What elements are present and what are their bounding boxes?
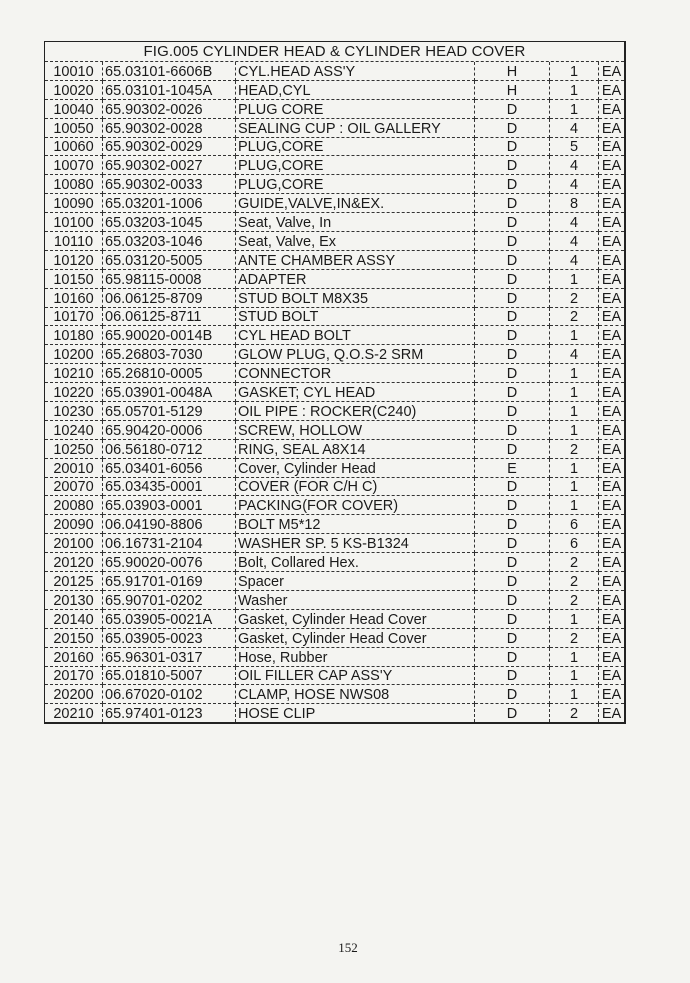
item-number-cell: 10120 [45,250,103,269]
part-number-cell: 65.03101-6606B [103,62,236,80]
part-number-cell: 65.03401-6056 [103,458,236,477]
table-row [45,345,624,364]
unit-of-measure-cell: EA [599,609,625,628]
part-number-cell: 65.03435-0001 [103,477,236,496]
unit-of-measure-cell: EA [599,572,625,591]
item-number-cell: 10060 [45,137,103,156]
item-number-cell: 20150 [45,628,103,647]
part-number-cell: 65.90020-0014B [103,326,236,345]
part-code-cell: D [475,439,550,458]
unit-of-measure-cell: EA [599,213,625,232]
quantity-cell: 2 [550,553,599,572]
part-description-cell: PLUG,CORE [236,175,475,194]
part-number-cell: 65.26803-7030 [103,345,236,364]
quantity-cell: 2 [550,628,599,647]
item-number-cell: 10050 [45,118,103,137]
part-number-cell: 65.90302-0027 [103,156,236,175]
part-description-cell: COVER (FOR C/H C) [236,477,475,496]
part-code-cell: D [475,269,550,288]
parts-list-table-frame [44,41,626,724]
part-code-cell: D [475,99,550,118]
part-description-cell: Seat, Valve, In [236,213,475,232]
part-number-cell: 65.90302-0033 [103,175,236,194]
unit-of-measure-cell: EA [599,326,625,345]
unit-of-measure-cell: EA [599,383,625,402]
unit-of-measure-cell: EA [599,232,625,251]
part-description-cell: OIL PIPE : ROCKER(C240) [236,402,475,421]
part-description-cell: HOSE CLIP [236,704,475,722]
table-row [45,628,624,647]
part-description-cell: Gasket, Cylinder Head Cover [236,628,475,647]
part-code-cell: D [475,402,550,421]
unit-of-measure-cell: EA [599,534,625,553]
unit-of-measure-cell: EA [599,99,625,118]
item-number-cell: 10100 [45,213,103,232]
quantity-cell: 1 [550,99,599,118]
quantity-cell: 2 [550,590,599,609]
part-description-cell: CLAMP, HOSE NWS08 [236,685,475,704]
unit-of-measure-cell: EA [599,364,625,383]
unit-of-measure-cell: EA [599,250,625,269]
table-row [45,496,624,515]
unit-of-measure-cell: EA [599,439,625,458]
part-code-cell: D [475,666,550,685]
table-row [45,99,624,118]
item-number-cell: 20100 [45,534,103,553]
part-description-cell: CONNECTOR [236,364,475,383]
unit-of-measure-cell: EA [599,118,625,137]
unit-of-measure-cell: EA [599,628,625,647]
quantity-cell: 1 [550,477,599,496]
part-code-cell: D [475,383,550,402]
unit-of-measure-cell: EA [599,477,625,496]
unit-of-measure-cell: EA [599,194,625,213]
part-description-cell: PLUG,CORE [236,137,475,156]
item-number-cell: 10220 [45,383,103,402]
part-code-cell: D [475,628,550,647]
quantity-cell: 1 [550,458,599,477]
unit-of-measure-cell: EA [599,62,625,80]
part-description-cell: GASKET; CYL HEAD [236,383,475,402]
table-row [45,137,624,156]
item-number-cell: 10250 [45,439,103,458]
quantity-cell: 1 [550,269,599,288]
part-code-cell: D [475,477,550,496]
part-description-cell: CYL HEAD BOLT [236,326,475,345]
part-description-cell: Bolt, Collared Hex. [236,553,475,572]
table-row [45,232,624,251]
part-number-cell: 65.90302-0029 [103,137,236,156]
quantity-cell: 1 [550,420,599,439]
item-number-cell: 10150 [45,269,103,288]
part-number-cell: 65.03203-1045 [103,213,236,232]
part-number-cell: 65.91701-0169 [103,572,236,591]
part-code-cell: D [475,609,550,628]
unit-of-measure-cell: EA [599,666,625,685]
quantity-cell: 2 [550,439,599,458]
table-row [45,250,624,269]
quantity-cell: 1 [550,80,599,99]
part-code-cell: D [475,685,550,704]
part-description-cell: RING, SEAL A8X14 [236,439,475,458]
part-code-cell: D [475,118,550,137]
part-number-cell: 65.90420-0006 [103,420,236,439]
item-number-cell: 10180 [45,326,103,345]
part-number-cell: 06.04190-8806 [103,515,236,534]
item-number-cell: 20080 [45,496,103,515]
item-number-cell: 20010 [45,458,103,477]
quantity-cell: 5 [550,137,599,156]
unit-of-measure-cell: EA [599,345,625,364]
unit-of-measure-cell: EA [599,156,625,175]
quantity-cell: 1 [550,666,599,685]
part-code-cell: D [475,590,550,609]
part-description-cell: PACKING(FOR COVER) [236,496,475,515]
quantity-cell: 8 [550,194,599,213]
part-code-cell: E [475,458,550,477]
unit-of-measure-cell: EA [599,515,625,534]
table-row [45,156,624,175]
part-description-cell: BOLT M5*12 [236,515,475,534]
part-code-cell: D [475,137,550,156]
part-description-cell: Cover, Cylinder Head [236,458,475,477]
part-code-cell: D [475,704,550,722]
figure-title: FIG.005 CYLINDER HEAD & CYLINDER HEAD COVER [45,42,624,62]
quantity-cell: 4 [550,175,599,194]
part-code-cell: D [475,326,550,345]
item-number-cell: 20125 [45,572,103,591]
part-code-cell: D [475,194,550,213]
table-row [45,515,624,534]
part-description-cell: SCREW, HOLLOW [236,420,475,439]
table-row [45,590,624,609]
item-number-cell: 20130 [45,590,103,609]
part-number-cell: 65.26810-0005 [103,364,236,383]
part-description-cell: STUD BOLT M8X35 [236,288,475,307]
table-row [45,383,624,402]
quantity-cell: 6 [550,534,599,553]
item-number-cell: 20200 [45,685,103,704]
part-number-cell: 65.03203-1046 [103,232,236,251]
part-code-cell: D [475,534,550,553]
part-description-cell: GUIDE,VALVE,IN&EX. [236,194,475,213]
part-description-cell: ANTE CHAMBER ASSY [236,250,475,269]
item-number-cell: 20090 [45,515,103,534]
item-number-cell: 20210 [45,704,103,722]
item-number-cell: 10090 [45,194,103,213]
part-number-cell: 65.05701-5129 [103,402,236,421]
part-code-cell: H [475,62,550,80]
parts-table [45,62,624,722]
quantity-cell: 1 [550,609,599,628]
part-number-cell: 06.67020-0102 [103,685,236,704]
unit-of-measure-cell: EA [599,307,625,326]
item-number-cell: 10080 [45,175,103,194]
quantity-cell: 1 [550,496,599,515]
item-number-cell: 10010 [45,62,103,80]
unit-of-measure-cell: EA [599,420,625,439]
item-number-cell: 10200 [45,345,103,364]
table-row [45,62,624,80]
table-row [45,685,624,704]
part-number-cell: 65.90701-0202 [103,590,236,609]
part-description-cell: OIL FILLER CAP ASS'Y [236,666,475,685]
part-description-cell: ADAPTER [236,269,475,288]
item-number-cell: 10070 [45,156,103,175]
part-number-cell: 06.06125-8711 [103,307,236,326]
part-description-cell: SEALING CUP : OIL GALLERY [236,118,475,137]
part-code-cell: D [475,213,550,232]
page-number: 152 [338,940,358,955]
part-number-cell: 65.98115-0008 [103,269,236,288]
part-code-cell: D [475,250,550,269]
table-row [45,402,624,421]
item-number-cell: 20170 [45,666,103,685]
parts-table-body [45,62,624,722]
part-number-cell: 65.03101-1045A [103,80,236,99]
item-number-cell: 20160 [45,647,103,666]
unit-of-measure-cell: EA [599,402,625,421]
unit-of-measure-cell: EA [601,706,622,723]
quantity-cell: 1 [550,402,599,421]
part-number-cell: 65.03901-0048A [103,383,236,402]
quantity-cell: 6 [550,515,599,534]
part-code-cell: D [475,647,550,666]
part-description-cell: GLOW PLUG, Q.O.S-2 SRM [236,345,475,364]
part-number-cell: 65.90302-0028 [103,118,236,137]
part-number-cell: 65.90302-0026 [103,99,236,118]
table-row [45,420,624,439]
part-number-cell: 65.03201-1006 [103,194,236,213]
table-row [45,647,624,666]
item-number-cell: 10160 [45,288,103,307]
part-number-cell: 06.06125-8709 [103,288,236,307]
table-row [45,666,624,685]
part-code-cell: D [475,515,550,534]
unit-of-measure-cell: EA [599,590,625,609]
part-number-cell: 06.56180-0712 [103,439,236,458]
part-description-cell: Seat, Valve, Ex [236,232,475,251]
part-code-cell: H [475,80,550,99]
part-code-cell: D [475,175,550,194]
part-code-cell: D [475,345,550,364]
part-code-cell: D [475,307,550,326]
quantity-cell: 4 [550,345,599,364]
table-row [45,194,624,213]
table-row [45,477,624,496]
unit-of-measure-cell: EA [599,647,625,666]
part-number-cell: 65.96301-0317 [103,647,236,666]
item-number-cell: 10040 [45,99,103,118]
quantity-cell: 4 [550,232,599,251]
quantity-cell: 4 [550,250,599,269]
table-row [45,534,624,553]
part-description-cell: CYL.HEAD ASS'Y [236,62,475,80]
part-code-cell: D [475,553,550,572]
part-code-cell: D [475,288,550,307]
quantity-cell: 2 [550,288,599,307]
part-number-cell: 65.03905-0023 [103,628,236,647]
quantity-cell: 1 [550,383,599,402]
part-description-cell: Hose, Rubber [236,647,475,666]
part-description-cell: PLUG,CORE [236,156,475,175]
unit-of-measure-cell: EA [599,458,625,477]
quantity-cell: 2 [550,572,599,591]
item-number-cell: 10110 [45,232,103,251]
part-number-cell: 65.03903-0001 [103,496,236,515]
table-row [45,80,624,99]
unit-of-measure-cell: EA [599,80,625,99]
part-description-cell: PLUG CORE [236,99,475,118]
part-code-cell: D [475,420,550,439]
unit-of-measure-cell: EA [599,496,625,515]
part-description-cell: HEAD,CYL [236,80,475,99]
quantity-cell: 4 [550,213,599,232]
item-number-cell: 20120 [45,553,103,572]
part-number-cell: 65.03120-5005 [103,250,236,269]
table-row [45,175,624,194]
unit-of-measure-cell: EA [599,175,625,194]
item-number-cell: 10020 [45,80,103,99]
table-row [45,118,624,137]
part-description-cell: STUD BOLT [236,307,475,326]
table-row [45,704,624,722]
item-number-cell: 20070 [45,477,103,496]
table-row [45,439,624,458]
part-number-cell: 06.16731-2104 [103,534,236,553]
quantity-cell: 4 [550,118,599,137]
quantity-cell: 1 [550,326,599,345]
part-code-cell: D [475,572,550,591]
part-code-cell: D [475,364,550,383]
quantity-cell: 2 [550,704,599,722]
item-number-cell: 20140 [45,609,103,628]
table-row [45,288,624,307]
part-code-cell: D [475,156,550,175]
part-description-cell: Gasket, Cylinder Head Cover [236,609,475,628]
table-row [45,307,624,326]
unit-of-measure-cell: EA [599,137,625,156]
part-description-cell: WASHER SP. 5 KS-B1324 [236,534,475,553]
quantity-cell: 1 [550,647,599,666]
item-number-cell: 10240 [45,420,103,439]
quantity-cell: 4 [550,156,599,175]
part-code-cell: D [475,496,550,515]
quantity-cell: 2 [550,307,599,326]
part-number-cell: 65.01810-5007 [103,666,236,685]
table-row [45,326,624,345]
table-row [45,213,624,232]
table-row [45,364,624,383]
table-row [45,458,624,477]
quantity-cell: 1 [550,62,599,80]
unit-of-measure-cell: EA [599,269,625,288]
item-number-cell: 10210 [45,364,103,383]
part-number-cell: 65.03905-0021A [103,609,236,628]
table-row [45,572,624,591]
table-row [45,609,624,628]
quantity-cell: 1 [550,364,599,383]
unit-of-measure-cell: EA [599,553,625,572]
part-number-cell: 65.90020-0076 [103,553,236,572]
quantity-cell: 1 [550,685,599,704]
table-row [45,269,624,288]
item-number-cell: 10230 [45,402,103,421]
unit-of-measure-cell: EA [599,685,625,704]
table-row [45,553,624,572]
part-code-cell: D [475,232,550,251]
unit-of-measure-cell: EA [599,288,625,307]
part-description-cell: Washer [236,590,475,609]
part-description-cell: Spacer [236,572,475,591]
item-number-cell: 10170 [45,307,103,326]
part-number-cell: 65.97401-0123 [103,704,236,722]
